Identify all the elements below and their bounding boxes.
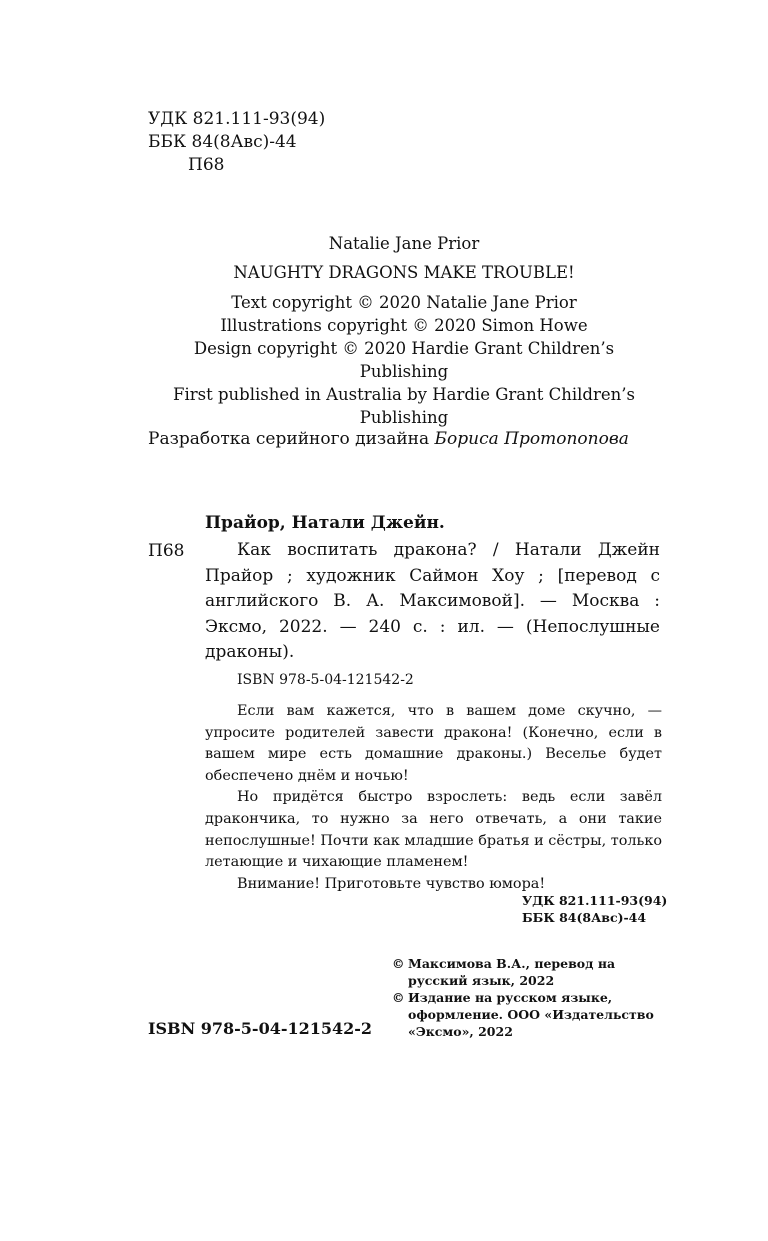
udk-code-bottom: УДК 821.111-93(94) [522,893,668,908]
bibliographic-isbn: ISBN 978-5-04-121542-2 [237,672,414,688]
bbk-code-bottom: ББК 84(8Авс)-44 [522,910,647,925]
copyright-line: Text copyright © 2020 Natalie Jane Prior [231,293,577,312]
bibliographic-author: Прайор, Натали Джейн. [205,513,445,533]
main-isbn: ISBN 978-5-04-121542-2 [148,1019,373,1038]
copyright-line: First published in Australia by Hardie Grant Children’s [173,385,635,404]
author-mark-bibliographic: П68 [148,541,185,561]
copyright-line: Illustrations copyright © 2020 Simon Howe [220,316,588,335]
copyright-symbol: © [392,990,405,1005]
annotation-paragraph: Но придётся быстро взрослеть: ведь если завёл дракончика, то нужно за него отвечать, а они такие непослушные! Почти как младшие братья и сёстры, только летающие и чихающие пламенем! [205,789,662,871]
bibliographic-description [205,538,660,666]
udk-code: УДК 821.111-93(94) [148,109,326,129]
top-classification [148,108,325,177]
annotation-paragraph: Внимание! Приготовьте чувство юмора! [237,875,546,892]
copyright-entry-translation [392,955,672,989]
original-author: Natalie Jane Prior [328,234,480,253]
series-design-label: Разработка серийного дизайна [148,429,430,449]
copyright-symbol: © [392,956,405,971]
series-design-credit [148,428,660,450]
original-title: NAUGHTY DRAGONS MAKE TROUBLE! [233,263,575,282]
bbk-code: ББК 84(8Авс)-44 [148,132,297,152]
bottom-classification [522,892,667,926]
russian-copyright [392,955,672,1040]
author-mark: П68 [188,155,225,175]
copyright-line: Design copyright © 2020 Hardie Grant Children’s Publishing [193,339,615,381]
copyright-edition: Издание на русском языке, оформление. ООО «Издательство «Эксмо», 2022 [408,990,654,1039]
series-designer-name: Бориса Протопопова [434,429,629,449]
copyright-line: Publishing [359,408,449,427]
copyright-translation: Максимова В.А., перевод на русский язык, 2022 [408,956,616,988]
annotation-paragraph: Если вам кажется, что в вашем доме скучно, — упросите родителей завести дракона! (Конечно, если в вашем мире есть домашние драконы.) Веселье будет обеспечено днём и ночью! [205,703,662,784]
copyright-entry-edition [392,989,672,1040]
copyright-block [148,291,660,429]
annotation [205,701,662,895]
bibliographic-text: Как воспитать дракона? / Натали Джейн Прайор ; художник Саймон Хоу ; [перевод с английского В. А. Максимовой]. — Москва : Эксмо, 2022. — 240 с. : ил. — (Непослушные драконы). [205,540,660,662]
